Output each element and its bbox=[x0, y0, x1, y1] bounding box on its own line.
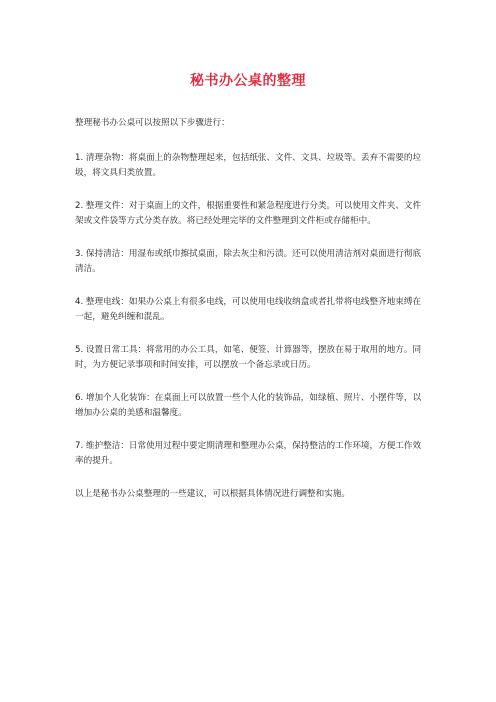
step-3-paragraph: 3. 保持清洁：用湿布或纸巾擦拭桌面，除去灰尘和污渍。还可以使用清洁剂对桌面进行彻底清洁。 bbox=[75, 249, 422, 274]
step-7-paragraph: 7. 维护整洁：日常使用过程中要定期清理和整理办公桌，保持整洁的工作环境，方便工作效率的提升。 bbox=[75, 441, 422, 466]
conclusion-paragraph: 以上是秘书办公桌整理的一些建议，可以根据具体情况进行调整和实施。 bbox=[75, 489, 351, 499]
step-6-paragraph: 6. 增加个人化装饰：在桌面上可以放置一些个人化的装饰品，如绿植、照片、小摆件等，以增加办公桌的美感和温馨度。 bbox=[75, 393, 422, 418]
intro-paragraph: 整理秘书办公桌可以按照以下步骤进行： bbox=[75, 118, 230, 128]
document-body bbox=[75, 116, 425, 520]
step-5-paragraph: 5. 设置日常工具：将常用的办公工具，如笔、便签、计算器等，摆放在易于取用的地方。同时，为方便记录事项和时间安排，可以摆放一个备忘录或日历。 bbox=[75, 345, 422, 370]
document-title: 秘书办公桌的整理 bbox=[190, 73, 306, 89]
step-4-paragraph: 4. 整理电线：如果办公桌上有很多电线，可以使用电线收纳盒或者扎带将电线整齐地束缚在一起，避免纠缠和混乱。 bbox=[75, 297, 422, 322]
step-2-paragraph: 2. 整理文件：对于桌面上的文件，根据重要性和紧急程度进行分类。可以使用文件夹、文件架或文件袋等方式分类存放。将已经处理完毕的文件整理到文件柜或存储柜中。 bbox=[75, 201, 422, 226]
step-1-paragraph: 1. 清理杂物：将桌面上的杂物整理起来，包括纸张、文件、文具、垃圾等。丢弃不需要的垃圾，将文具归类放置。 bbox=[75, 153, 422, 178]
